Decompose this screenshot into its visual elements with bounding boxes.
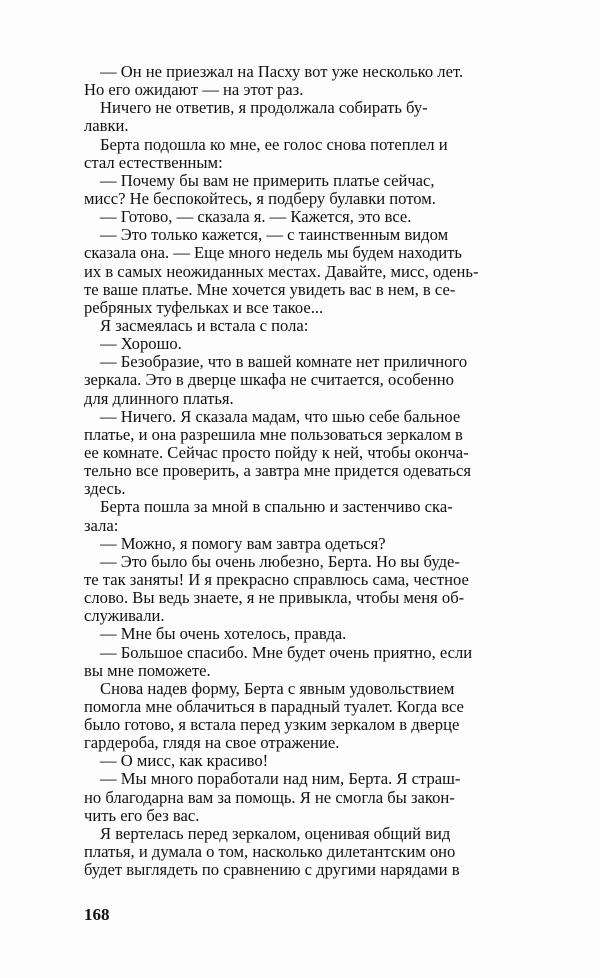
text-line: тельно все проверить, а завтра мне придется одеваться [84,462,471,481]
text-line: зала: [84,516,119,535]
text-line: платье, и она разрешила мне пользоваться зеркалом в [84,425,463,444]
body-text [84,63,547,879]
text-line: Я засмеялась и встала с пола: [100,316,309,335]
text-line: их в самых неожиданных местах. Давайте, мисс, одень- [84,262,479,281]
text-line: лавки. [84,117,129,136]
text-line: — Это только кажется, — с таинственным видом [100,226,449,245]
page-number: 168 [84,905,110,924]
text-line: — Большое спасибо. Мне будет очень приятно, если [100,643,473,662]
text-line: чить его без вас. [84,806,200,825]
text-line: здесь. [84,480,126,499]
text-line: ребряных туфельках и все такое... [84,298,324,317]
text-line: Я вертелась перед зеркалом, оценивая общий вид [100,824,451,843]
text-line: — Мне бы очень хотелось, правда. [100,625,347,644]
text-line: платья, и думала о том, насколько дилетантским оно [84,843,456,862]
text-line: те ваше платье. Мне хочется увидеть вас в нем, в се- [84,280,456,299]
text-line: сказала она. — Еще много недель мы будем находить [84,244,462,263]
text-line: — Готово, — сказала я. — Кажется, это все. [100,208,412,227]
text-line: — Ничего. Я сказала мадам, что шью себе бальное [100,407,461,426]
text-line: зеркала. Это в дверце шкафа не считается, особенно [84,371,454,390]
text-line: Ничего не ответив, я продолжала собирать бу- [100,99,428,118]
text-line: вы мне поможете. [84,661,211,680]
text-line: — Почему бы вам не примерить платье сейчас, [100,171,435,190]
text-line: будет выглядеть по сравнению с другими нарядами в [84,861,460,880]
text-line: но благодарна вам за помощь. Я не смогла бы закон- [84,788,455,807]
text-line: было готово, я встала перед узким зеркалом в дверце [84,716,460,735]
text-line: слово. Вы ведь знаете, я не привыкла, чтобы меня об- [84,589,465,608]
text-line: — Можно, я помогу вам завтра одеться? [100,534,386,553]
text-line: ее комнате. Сейчас просто пойду к ней, чтобы оконча- [84,443,469,462]
text-line: Берта подошла ко мне, ее голос снова потеплел и [100,135,448,154]
text-line: Но его ожидают — на этот раз. [84,81,304,100]
text-line: — Это было бы очень любезно, Берта. Но вы буде- [100,552,460,571]
text-line: для длинного платья. [84,389,234,408]
text-line: — Мы много поработали над ним, Берта. Я страш- [100,770,461,789]
text-line: служивали. [84,607,165,626]
text-line: те так заняты! И я прекрасно справлюсь сама, честное [84,570,469,589]
text-line: — Он не приезжал на Пасху вот уже несколько лет. [100,63,464,81]
text-line: стал естественным: [84,153,223,172]
text-line: Берта пошла за мной в спальню и застенчиво ска- [100,498,453,517]
text-line: — Безобразие, что в вашей комнате нет приличного [100,353,468,372]
text-line: Снова надев форму, Берта с явным удовольствием [100,679,455,698]
text-line: — Хорошо. [100,335,182,354]
text-line: — О мисс, как красиво! [100,752,269,771]
text-line: мисс? Не беспокойтесь, я подберу булавки потом. [84,189,436,208]
text-line: помогла мне облачиться в парадный туалет. Когда все [84,697,464,716]
text-line: гардероба, глядя на свое отражение. [84,734,340,753]
